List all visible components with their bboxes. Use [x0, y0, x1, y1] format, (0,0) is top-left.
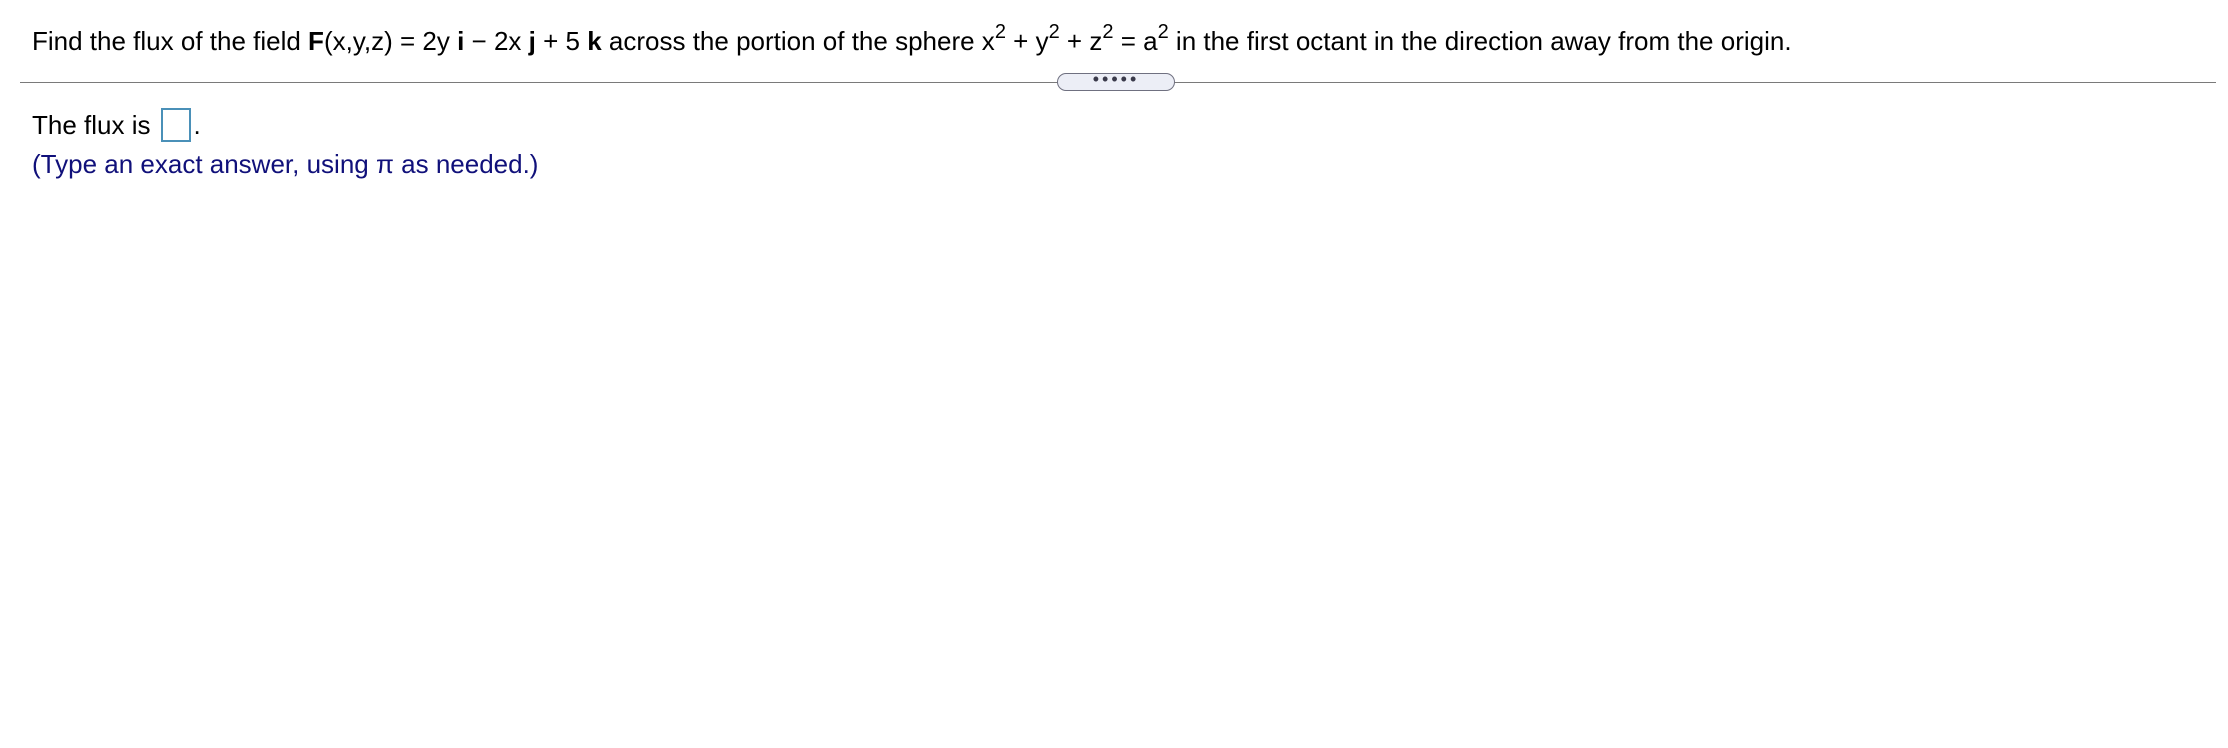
question-term-z: + z	[1059, 26, 1103, 56]
exponent-x: 2	[994, 21, 1006, 44]
question-term-3: across the portion of the sphere x	[601, 26, 995, 56]
exponent-z: 2	[1102, 21, 1114, 44]
question-suffix: in the first octant in the direction away from the origin.	[1168, 26, 1792, 56]
question-term-1: − 2x	[464, 26, 529, 56]
expand-toggle-button[interactable]	[1057, 69, 1175, 91]
question-prefix: Find the flux of the field	[32, 26, 309, 56]
question-term-2: + 5	[535, 26, 588, 56]
exponent-a: 2	[1157, 21, 1169, 44]
unit-vector-j: j	[528, 26, 536, 56]
question-term-y: + y	[1005, 26, 1049, 56]
unit-vector-k: k	[587, 26, 602, 56]
field-args: (x,y,z) = 2y	[323, 26, 458, 56]
answer-label: The flux is	[32, 110, 151, 140]
exponent-y: 2	[1048, 21, 1060, 44]
answer-period: .	[193, 110, 201, 140]
answer-line	[32, 108, 201, 142]
ellipsis-icon: •••••	[1092, 69, 1140, 89]
field-name: F	[308, 26, 324, 56]
answer-input[interactable]	[161, 108, 191, 142]
answer-instruction: (Type an exact answer, using π as needed.)	[32, 149, 539, 179]
unit-vector-i: i	[457, 26, 465, 56]
question-term-a: = a	[1113, 26, 1158, 56]
question-text	[32, 21, 1792, 58]
